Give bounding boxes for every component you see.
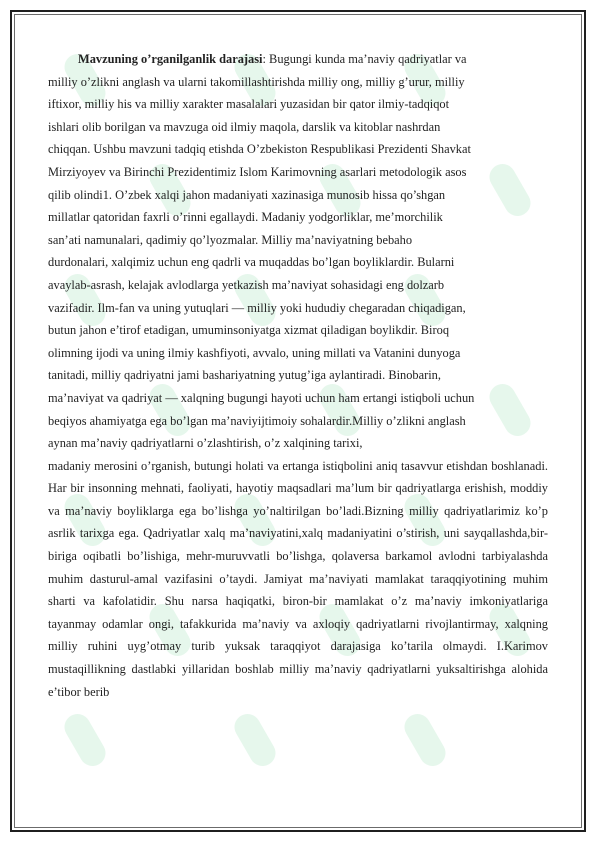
text-line: butun jahon e’tirof etadigan, umuminsoniyatga xizmat qiladigan boylikdir. Biroq [48, 323, 450, 338]
text-line: Mirziyoyev va Birinchi Prezidentimiz Islom Karimovning asarlari metodologik asos [48, 164, 467, 179]
text-line: avaylab-asrash, kelajak avlodlarga yetkazish ma’naviyat sohasidagi eng dolzarb [48, 277, 445, 292]
paragraph-top [48, 48, 548, 455]
text-line: qilib olindi1. O’zbek xalqi jahon madaniyati xazinasiga munosib hissa qo’shgan [48, 187, 446, 202]
text-line: ishlari olib borilgan va mavzuga oid ilmiy maqola, darslik va kitoblar nashrdan [48, 119, 441, 134]
text-line: chiqqan. Ushbu mavzuni tadqiq etishda O’zbekiston Respublikasi Prezidenti Shavkat [48, 142, 471, 157]
text-line: Mavzuning o’rganilganlik darajasi: Bugungi kunda ma’naviy qadriyatlar va [78, 52, 467, 66]
text-line: aynan ma’naviy qadriyatlarni o’zlashtirish, o’z xalqining tarixi, [48, 436, 363, 451]
text-line: vazifadir. Ilm-fan va uning yutuqlari — milliy yoki hududiy chegaradan chiqadigan, [48, 300, 466, 315]
text-line: durdonalari, xalqimiz uchun eng qadrli va muqaddas bo’lgan boyliklardir. Bularni [48, 255, 455, 270]
paragraph-bottom: madaniy merosini o’rganish, butungi holati va ertanga istiqbolini aniq tasavvur etishdan boshlanadi. Har bir insonning mehnati, faoliyati, hayotiy maqsadlari ma’lum bir qadriyatlarga erishish, moddiy va ma’naviy boyliklarga ega bo’lishga yo’naltirilgan bo’ladi.Bizning milliy qadriyatlarimiz ko’p asrlik tarixga ega. Qadriyatlar xalq ma’naviyatini,xalq madaniyatini o’stirish, uni sayqallashda,bir-biriga oqibatli bo’lishiga, mehr-muruvvatli bo’lishga, qolaversa barkamol avlodni tarbiyalashda muhim dasturul-amal vazifasini o’taydi. Jamiyat ma’naviyati mamlakat taraqqiyotining muhim sharti va kafolatidir. Shu narsa haqiqatki, biron-bir mamlakat o’z ma’naviy imkoniyatlariga tayanmay odamlar ongi, tafakkurida ma’naviy va axloqiy qadriyatlarni rivojlantirmay, xalqning milliy ruhini uyg’otmay turib yuksak taraqqiyot darajasiga ko’tarila olmaydi. I.Karimov mustaqillikning dastlabki yillaridan boshlab milliy ma’naviy qadriyatlarni yuksaltirishga alohida e’tibor berib [48, 458, 548, 699]
text-line: milliy o’zlikni anglash va ularni takomillashtirishda milliy ong, milliy g’urur, milliy [48, 74, 465, 89]
text-line: ma’naviyat va qadriyat — xalqning bugungi hayoti uchun ham ertangi istiqboli uchun [48, 390, 475, 405]
section-heading: Mavzuning o’rganilganlik darajasi [78, 52, 263, 66]
text-line: iftixor, milliy his va milliy xarakter masalalari yuzasidan bir qator ilmiy-tadqiqot [48, 97, 450, 112]
text-line: beqiyos ahamiyatga ega bo’lgan ma’naviyijtimoiy sohalardir.Milliy o’zlikni anglash [48, 413, 466, 428]
text-line: olimning ijodi va uning ilmiy kashfiyoti, avvalo, uning millati va Vatanini dunyoga [48, 345, 461, 360]
text-line: san’ati namunalari, qadimiy qo’lyozmalar. Milliy ma’naviyatning bebaho [48, 232, 413, 247]
text-line: millatlar qatoridan faxrli o’rinni egallaydi. Madaniy yodgorliklar, me’morchilik [48, 210, 443, 225]
text-line: tanitadi, milliy qadriyatni jami bashariyatning yutug’iga aylantiradi. Binobarin, [48, 368, 441, 383]
document-body [48, 48, 548, 703]
